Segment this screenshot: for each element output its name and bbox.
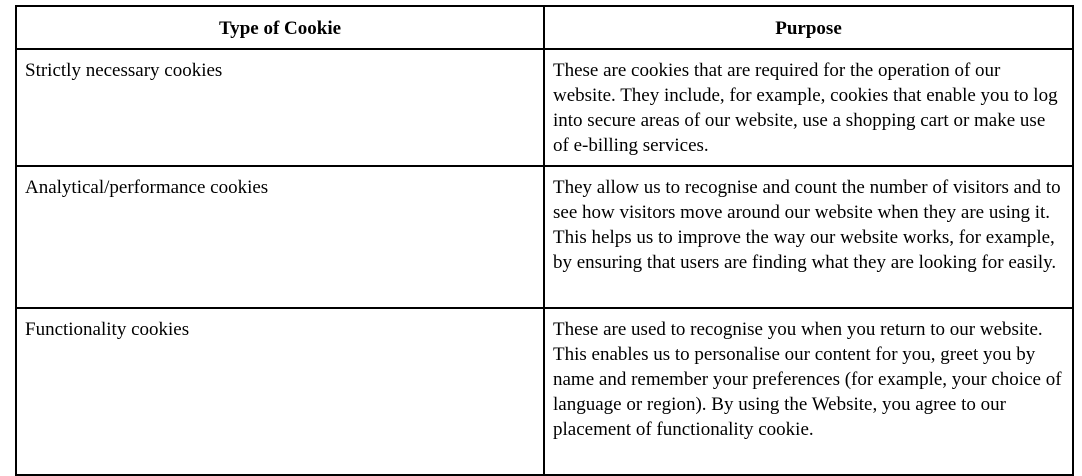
table-row [16, 49, 1073, 166]
cookie-purpose-cell: These are cookies that are required for the operation of our website. They include, for example, cookies that enable you to log into secure areas of our website, use a shopping cart or make use of e-billing services. [544, 49, 1073, 166]
cookie-type-cell: Functionality cookies [16, 308, 544, 475]
header-purpose: Purpose [544, 6, 1073, 49]
table-row [16, 308, 1073, 475]
cookie-type-cell: Strictly necessary cookies [16, 49, 544, 166]
cookie-purpose-cell: They allow us to recognise and count the number of visitors and to see how visitors move around our website when they are using it. This helps us to improve the way our website works, for example, by ensuring that users are finding what they are looking for easily. [544, 166, 1073, 308]
header-type-of-cookie: Type of Cookie [16, 6, 544, 49]
table-row [16, 166, 1073, 308]
table-header [16, 6, 1073, 49]
table-body [16, 49, 1073, 475]
cookie-purpose-cell: These are used to recognise you when you return to our website. This enables us to personalise our content for you, greet you by name and remember your preferences (for example, your choice of language or region). By using the Website, you agree to our placement of functionality cookie. [544, 308, 1073, 475]
cookie-table [15, 5, 1074, 476]
header-row [16, 6, 1073, 49]
cookie-type-cell: Analytical/performance cookies [16, 166, 544, 308]
